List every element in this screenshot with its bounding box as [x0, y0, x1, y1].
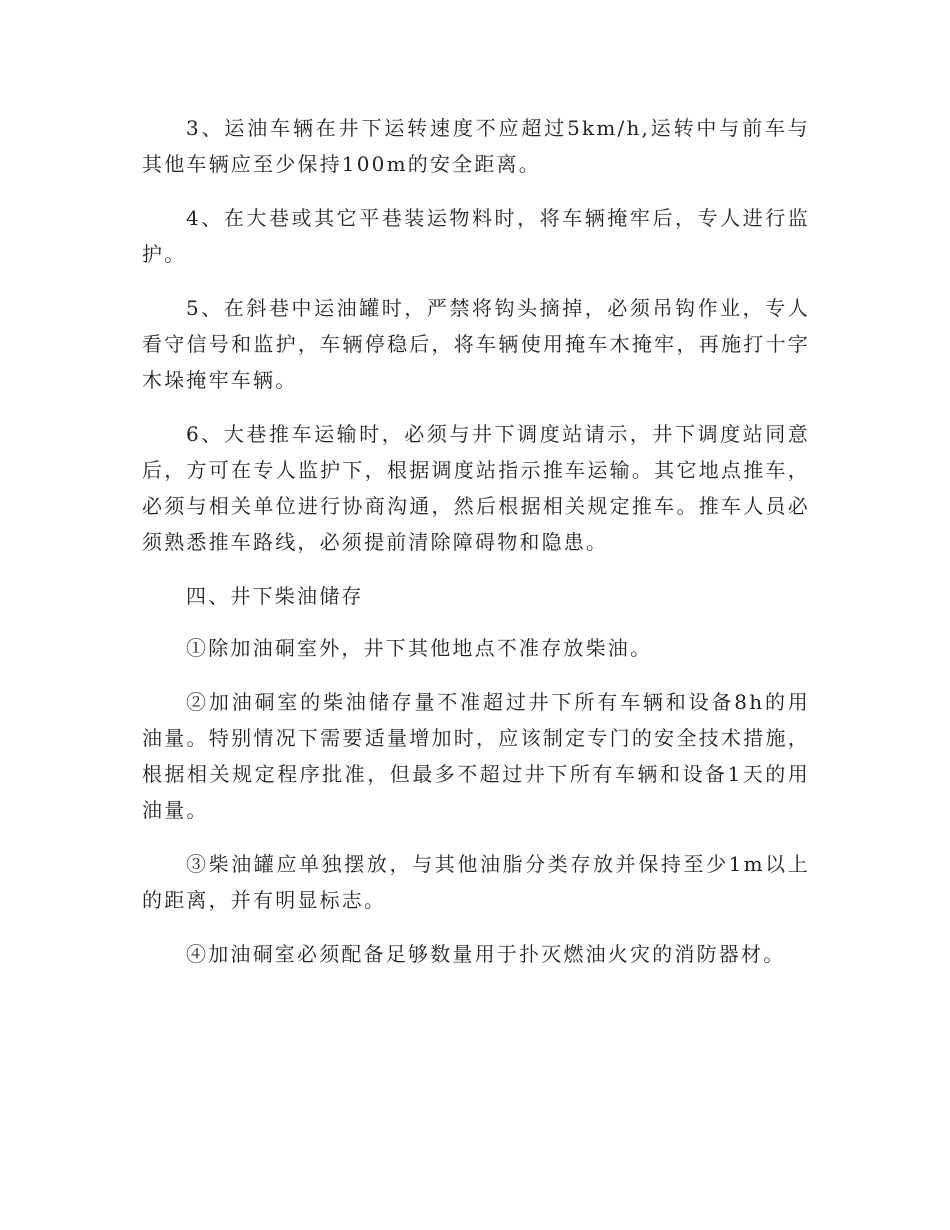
section-heading-diesel-storage: 四、井下柴油储存	[186, 584, 364, 608]
storage-rule-1: ①除加油硐室外，井下其他地点不准存放柴油。	[186, 636, 653, 660]
storage-rule-2: ②加油硐室的柴油储存量不准超过井下所有车辆和设备8h的用油量。特别情况下需要适量增加时，应该制定专门的安全技术措施，根据相关规定程序批准，但最多不超过井下所有车辆和设备1天的用油量。	[142, 690, 810, 822]
storage-rule-4: ④加油硐室必须配备足够数量用于扑灭燃油火灾的消防器材。	[186, 942, 786, 966]
paragraph-item-5: 5、在斜巷中运油罐时，严禁将钩头摘掉，必须吊钩作业，专人看守信号和监护，车辆停稳后，将车辆使用掩车木掩牢，再施打十字木垛掩牢车辆。	[142, 296, 810, 392]
paragraph-item-6: 6、大巷推车运输时，必须与井下调度站请示，井下调度站同意后，方可在专人监护下，根据调度站指示推车运输。其它地点推车，必须与相关单位进行协商沟通，然后根据相关规定推车。推车人员必须熟悉推车路线，必须提前清除障碍物和隐患。	[142, 422, 810, 554]
document-body	[142, 110, 810, 990]
paragraph-item-3: 3、运油车辆在井下运转速度不应超过5km/h,运转中与前车与其他车辆应至少保持100m的安全距离。	[142, 116, 810, 176]
paragraph-item-4: 4、在大巷或其它平巷装运物料时，将车辆掩牢后，专人进行监护。	[142, 206, 810, 266]
storage-rule-3: ③柴油罐应单独摆放，与其他油脂分类存放并保持至少1m以上的距离，并有明显标志。	[142, 852, 810, 912]
